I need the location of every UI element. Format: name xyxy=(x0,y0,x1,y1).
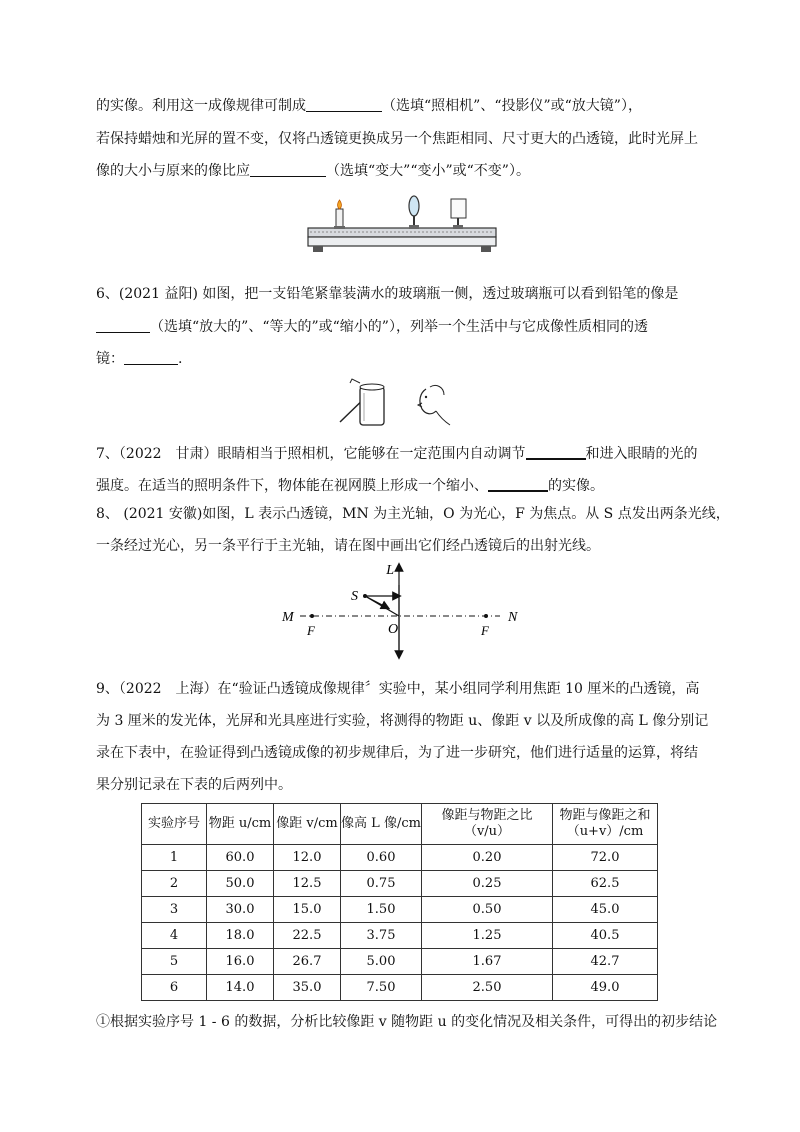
q9-line-3: 录在下表中，在验证得到凸透镜成像的初步规律后，为了进一步研究，他们进行适量的运算，将结 xyxy=(96,745,698,761)
label-O: O xyxy=(388,622,399,637)
q7-text-b: 和进入眼睛的光的 xyxy=(585,446,698,462)
q7-answer-blank-1[interactable] xyxy=(526,444,586,460)
water-bottle-pencil-figure xyxy=(338,375,458,431)
table-cell: 35.0 xyxy=(274,975,341,1001)
q7-text-a: 7、（2022 甘肃）眼睛相当于照相机，它能够在一定范围内自动调节 xyxy=(96,446,526,462)
label-M: M xyxy=(282,610,294,625)
q5-text-b: （选填“照相机”、“投影仪”或“放大镜”）， xyxy=(382,98,642,114)
table-row xyxy=(142,871,658,897)
table-cell: 2 xyxy=(142,871,207,897)
table-cell: 1 xyxy=(142,845,207,871)
header-sum-line-1: 物距与像距之和 xyxy=(559,808,651,823)
table-row xyxy=(142,949,658,975)
q5-text-a: 的实像。利用这一成像规律可制成 xyxy=(96,98,306,114)
table-cell: 0.75 xyxy=(341,871,422,897)
table-cell: 5 xyxy=(142,949,207,975)
header-sum xyxy=(553,804,658,845)
table-cell: 3.75 xyxy=(341,923,422,949)
optical-bench-figure xyxy=(305,193,500,255)
q7-line-1 xyxy=(96,444,716,464)
table-cell: 50.0 xyxy=(207,871,274,897)
table-cell: 49.0 xyxy=(553,975,658,1001)
table-cell: 6 xyxy=(142,975,207,1001)
q5-text-c: 像的大小与原来的像比应 xyxy=(96,163,250,179)
table-cell: 0.25 xyxy=(422,871,553,897)
q6-text-b: （选填“放大的”、“等大的”或“缩小的”），列举一个生活中与它成像性质相同的透 xyxy=(150,319,648,335)
header-ratio-line-2: （v/u） xyxy=(463,824,511,839)
label-F-left: F xyxy=(307,623,315,638)
table-cell: 0.20 xyxy=(422,845,553,871)
table-cell: 3 xyxy=(142,897,207,923)
table-cell: 26.7 xyxy=(274,949,341,975)
table-cell: 12.0 xyxy=(274,845,341,871)
q5-line-2: 若保持蜡烛和光屏的置不变，仅将凸透镜更换成另一个焦距相同、尺寸更大的凸透镜，此时光屏上 xyxy=(96,131,698,147)
header-sum-line-2: （u+v）/cm xyxy=(566,824,644,839)
q6-answer-blank-2[interactable] xyxy=(124,350,178,365)
header-object-distance: 物距 u/cm xyxy=(207,804,274,845)
q8-line-2: 一条经过光心，另一条平行于主光轴，请在图中画出它们经凸透镜后的出射光线。 xyxy=(96,538,600,554)
table-cell: 60.0 xyxy=(207,845,274,871)
q5-answer-blank-1[interactable] xyxy=(306,97,382,112)
q6-line-1: 6、(2021 益阳) 如图，把一支铅笔紧靠装满水的玻璃瓶一侧，透过玻璃瓶可以看到铅笔的像是 xyxy=(96,286,679,302)
q5-answer-blank-2[interactable] xyxy=(250,162,326,177)
q8-line-1: 8、 (2021 安徽)如图，L 表示凸透镜，MN 为主光轴，O 为光心，F 为焦点。从 S 点发出两条光线， xyxy=(96,506,730,522)
table-cell: 1.50 xyxy=(341,897,422,923)
label-S: S xyxy=(351,589,358,604)
q7-text-c: 强度。在适当的照明条件下，物体能在视网膜上形成一个缩小、 xyxy=(96,478,488,494)
table-row xyxy=(142,975,658,1001)
table-cell: 0.50 xyxy=(422,897,553,923)
header-image-height: 像高 L 像/cm xyxy=(341,804,422,845)
source-point xyxy=(363,594,367,598)
table-cell: 42.7 xyxy=(553,949,658,975)
q5-line-1 xyxy=(96,96,716,116)
focal-point-right xyxy=(484,614,488,618)
q6-line-2 xyxy=(96,317,716,337)
q5-line-3 xyxy=(96,161,716,181)
q7-text-d: 的实像。 xyxy=(548,478,604,494)
table-cell: 4 xyxy=(142,923,207,949)
header-image-distance: 像距 v/cm xyxy=(274,804,341,845)
label-L: L xyxy=(386,563,394,578)
table-cell: 45.0 xyxy=(553,897,658,923)
table-cell: 2.50 xyxy=(422,975,553,1001)
label-F-right: F xyxy=(481,623,489,638)
table-cell: 12.5 xyxy=(274,871,341,897)
table-cell: 72.0 xyxy=(553,845,658,871)
table-cell: 62.5 xyxy=(553,871,658,897)
table-cell: 14.0 xyxy=(207,975,274,1001)
table-row xyxy=(142,845,658,871)
q9-line-2: 为 3 厘米的发光体，光屏和光具座进行实验，将测得的物距 u、像距 v 以及所成像的高 L 像分别记 xyxy=(96,713,709,729)
table-cell: 40.5 xyxy=(553,923,658,949)
table-cell: 18.0 xyxy=(207,923,274,949)
q7-answer-blank-2[interactable] xyxy=(488,476,548,492)
table-cell: 30.0 xyxy=(207,897,274,923)
q9-line-4: 果分别记录在下表的后两列中。 xyxy=(96,777,292,793)
table-cell: 1.25 xyxy=(422,923,553,949)
table-header-row xyxy=(142,804,658,845)
lens-ray-diagram xyxy=(270,555,530,660)
table-row xyxy=(142,897,658,923)
header-trial-no: 实验序号 xyxy=(142,804,207,845)
header-ratio-line-1: 像距与物距之比 xyxy=(441,808,533,823)
q6-text-c: 镜： xyxy=(96,351,124,367)
table-cell: 22.5 xyxy=(274,923,341,949)
table-row xyxy=(142,923,658,949)
focal-point-left xyxy=(310,614,314,618)
q9-footer-line: ①根据实验序号 1 - 6 的数据，分析比较像距 v 随物距 u 的变化情况及相关条件，可得出的初步结论 xyxy=(96,1014,718,1030)
table-cell: 16.0 xyxy=(207,949,274,975)
table-cell: 15.0 xyxy=(274,897,341,923)
q7-line-2 xyxy=(96,476,716,496)
label-N: N xyxy=(508,610,518,625)
q6-answer-blank-1[interactable] xyxy=(96,318,150,333)
q6-line-3 xyxy=(96,349,716,369)
header-ratio xyxy=(422,804,553,845)
experiment-data-table xyxy=(141,803,658,1001)
table-cell: 5.00 xyxy=(341,949,422,975)
q5-text-d: （选填“变大”“变小”或“不变”）。 xyxy=(326,163,530,179)
table-cell: 7.50 xyxy=(341,975,422,1001)
q9-line-1: 9、（2022 上海）在“验证凸透镜成像规律〞实验中，某小组同学利用焦距 10 厘米的凸透镜，高 xyxy=(96,681,700,697)
table-cell: 0.60 xyxy=(341,845,422,871)
q6-text-d: . xyxy=(178,351,183,367)
table-cell: 1.67 xyxy=(422,949,553,975)
